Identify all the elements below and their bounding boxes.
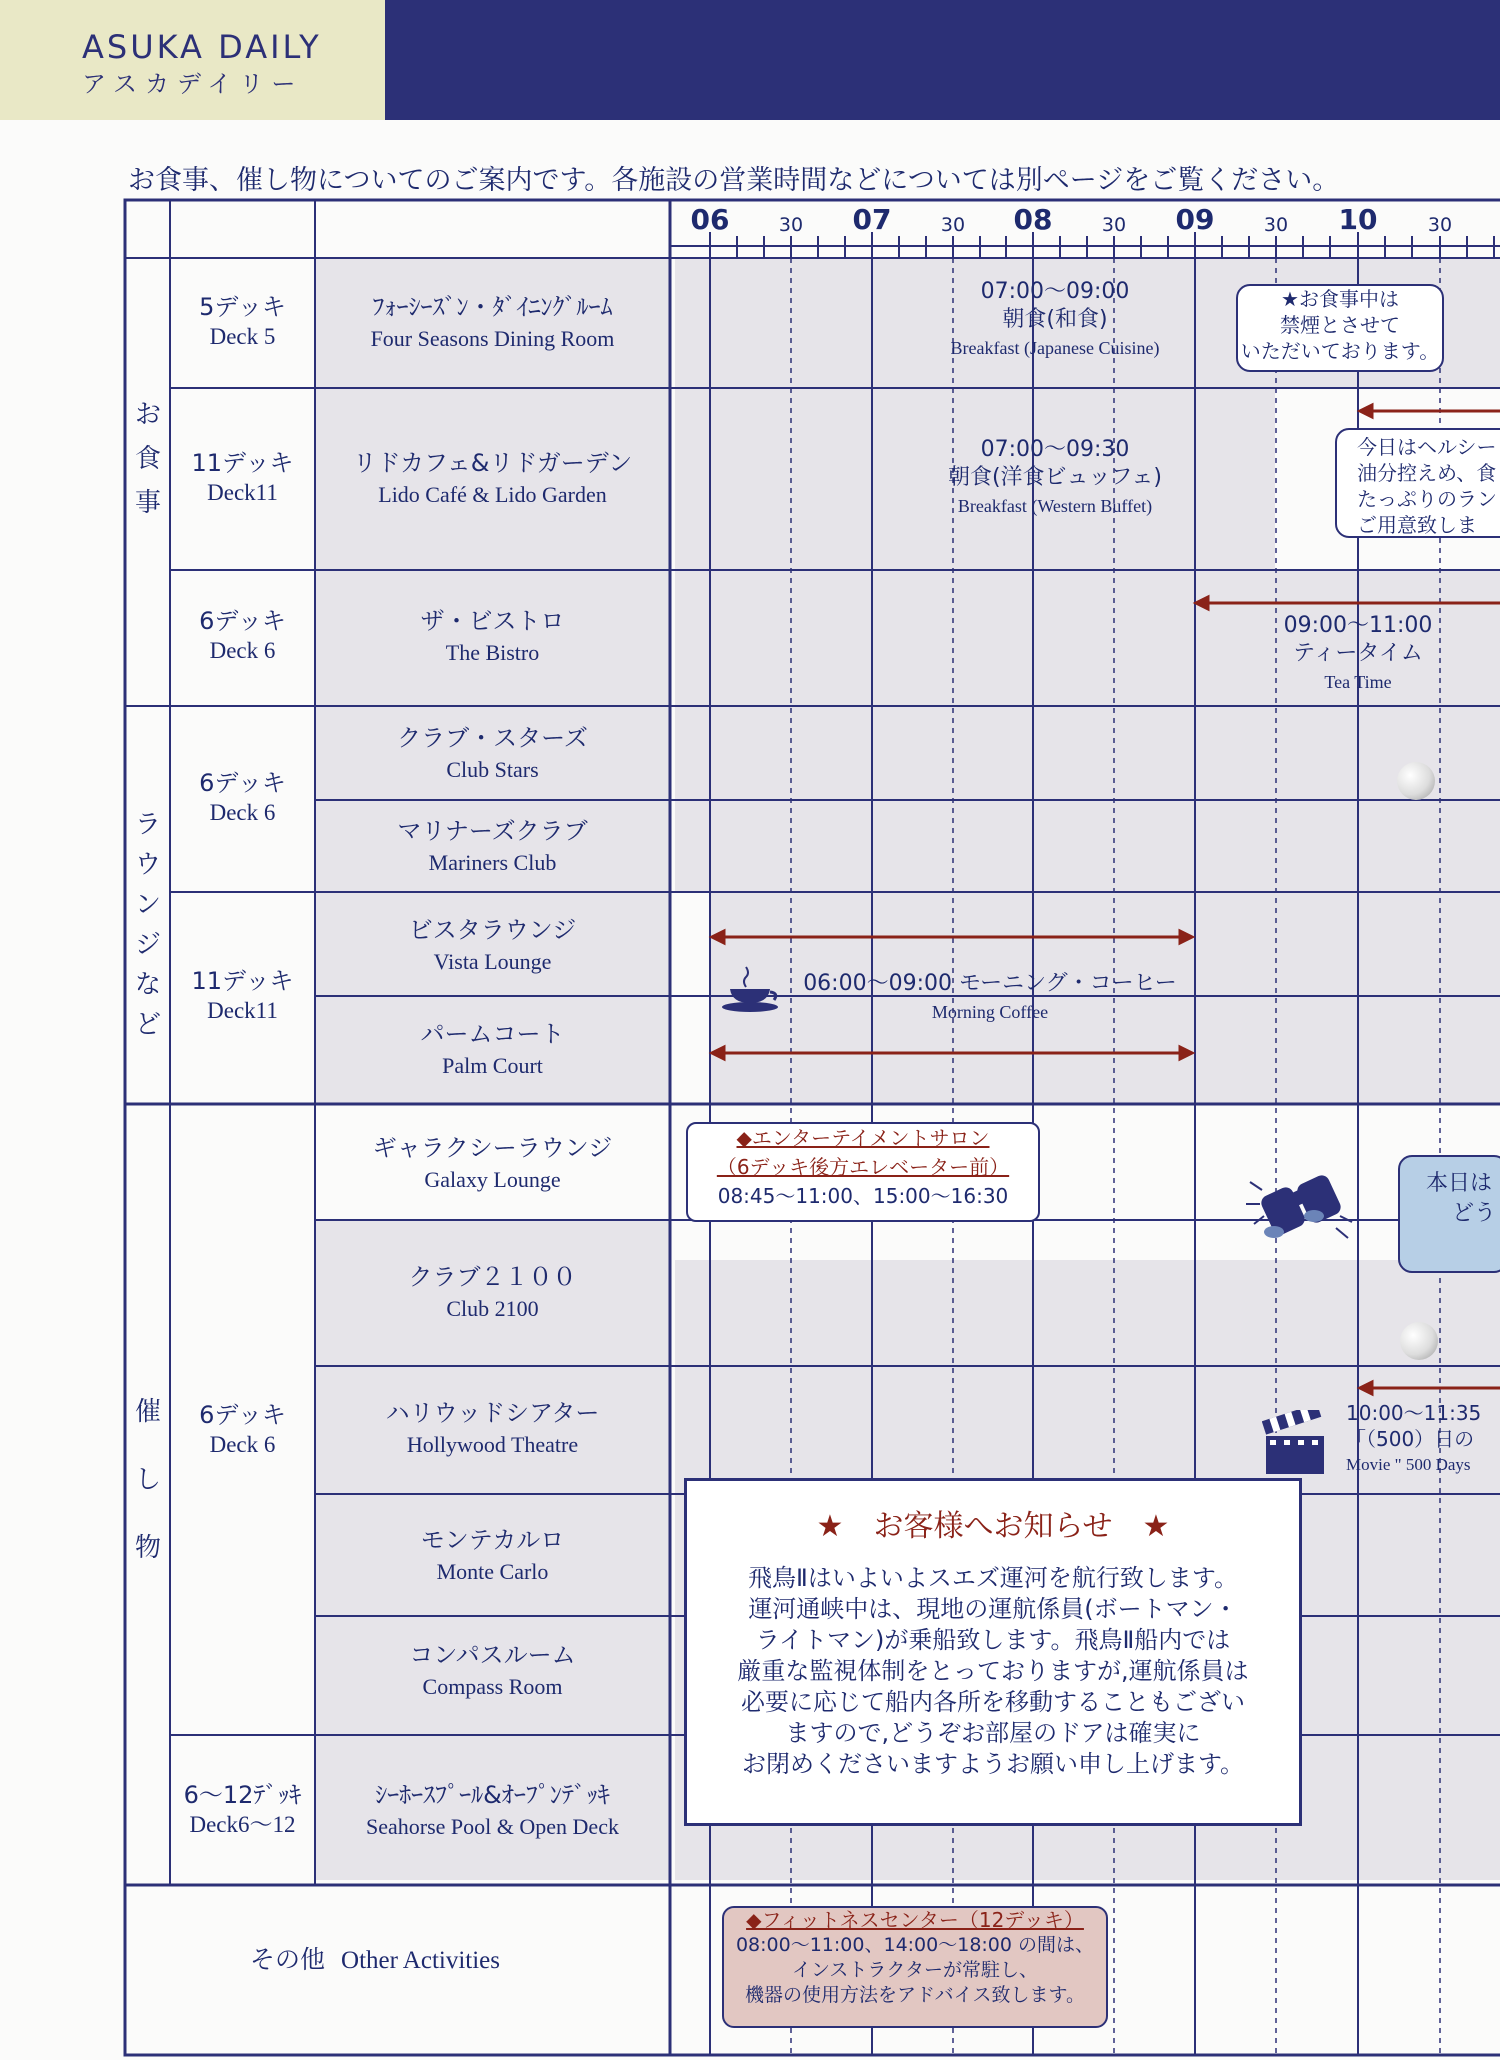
golf-ball-icon <box>1397 762 1435 800</box>
deck-label: 11デッキ Deck11 <box>191 449 294 505</box>
event-breakfast-western: 07:00〜09:30 朝食(洋食ビュッフェ) Breakfast (Western Buffet) <box>947 437 1163 516</box>
clapperboard-icon <box>1262 1410 1330 1476</box>
hour-label: 09 <box>1175 203 1215 236</box>
venue-label: パームコート Palm Court <box>420 1020 565 1078</box>
note-no-smoking: ★お食事中は 禁煙とさせて いただいております。 <box>1236 284 1444 372</box>
publication-title: ASUKA DAILY <box>82 28 322 66</box>
binoculars-icon <box>1244 1160 1364 1250</box>
venue-label: クラブ・スターズ Club Stars <box>397 724 588 782</box>
venue-label: クラブ２１００ Club 2100 <box>408 1263 577 1321</box>
coffee-cup-icon <box>716 965 786 1015</box>
venue-label: ギャラクシーラウンジ Galaxy Lounge <box>372 1134 613 1192</box>
event-breakfast-japanese: 07:00〜09:00 朝食(和食) Breakfast (Japanese Cuisine) <box>950 279 1160 358</box>
deck-label: 6〜12ﾃﾞｯｷ Deck6〜12 <box>183 1781 302 1837</box>
guest-notice-box: ★ お客様へお知らせ ★ 飛鳥Ⅱはいよいよスエズ運河を航行致します。 運河通峡中は、現地の運航係員(ボートマン・ ライトマン)が乗船致します。飛鳥Ⅱ船内では 厳重な監視体制をとっておりますが,運航係員は 必要に応じて船内各所を移動することもござい ますので,どうぞお部屋のドアは確実に お閉めくださいますようお願い申し上げます。 <box>684 1478 1302 1826</box>
venue-label: リドカフェ&リドガーデン Lido Café & Lido Garden <box>352 449 633 507</box>
venue-label: ｼｰﾎｰｽﾌﾟｰﾙ&ｵｰﾌﾟﾝﾃﾞｯｷ Seahorse Pool & Open Deck <box>366 1781 619 1839</box>
venue-label: ﾌｫｰｼｰｽﾞﾝ・ﾀﾞｲﾆﾝｸﾞﾙｰﾑ Four Seasons Dining Room <box>370 293 615 351</box>
category-events: 催 し 物 <box>134 1397 161 1563</box>
event-morning-coffee: 06:00〜09:00 モーニング・コーヒー Morning Coffee <box>803 971 1177 1022</box>
intro-text: お食事、催し物についてのご案内です。各施設の営業時間などについては別ページをご覧ください。 <box>128 165 1340 196</box>
venue-label: ザ・ビストロ The Bistro <box>420 607 565 665</box>
announcement-card: 本日は どう <box>1398 1155 1500 1273</box>
category-lounges: ラ ウ ン ジ な ど <box>134 810 161 1040</box>
deck-label: 5デッキ Deck 5 <box>199 293 286 349</box>
hour-label: 07 <box>852 203 892 236</box>
deck-label: 6デッキ Deck 6 <box>199 1401 286 1457</box>
half-hour-label: 30 <box>778 214 804 236</box>
venue-label: モンテカルロ Monte Carlo <box>420 1526 565 1584</box>
half-hour-label: 30 <box>1101 214 1127 236</box>
hour-label: 10 <box>1338 203 1378 236</box>
half-hour-label: 30 <box>1427 214 1453 236</box>
entertainment-salon-box: ◆エンターテイメントサロン （6デッキ後方エレベーター前） 08:45〜11:00、15:00〜16:30 <box>686 1122 1040 1222</box>
publication-title-kana: アスカデイリー <box>82 70 304 98</box>
event-tea-time: 09:00〜11:00 ティータイム Tea Time <box>1283 613 1433 692</box>
other-activities-label: その他 Other Activities <box>250 1945 501 1974</box>
deck-label: 11デッキ Deck11 <box>191 967 294 1023</box>
venue-label: ハリウッドシアター Hollywood Theatre <box>385 1399 600 1457</box>
deck-label: 6デッキ Deck 6 <box>199 607 286 663</box>
venue-label: マリナーズクラブ Mariners Club <box>397 817 588 875</box>
note-healthy-lunch: 今日はヘルシー 油分控えめ、食 たっぷりのラン ご用意致しま <box>1335 428 1500 538</box>
venue-label: コンパスルーム Compass Room <box>409 1641 576 1699</box>
hour-label: 08 <box>1013 203 1053 236</box>
fitness-center-box: ◆フィットネスセンター（12デッキ） 08:00〜11:00、14:00〜18:00 の間は、 インストラクターが常駐し、 機器の使用方法をアドバイス致します。 <box>722 1906 1108 2028</box>
event-movie: 10:00〜11:35 「（500）日の Movie " 500 Days <box>1346 1401 1482 1474</box>
deck-label: 6デッキ Deck 6 <box>199 769 286 825</box>
category-dining: お 食 事 <box>134 400 161 518</box>
hour-label: 06 <box>690 203 730 236</box>
venue-label: ビスタラウンジ Vista Lounge <box>408 916 577 974</box>
half-hour-label: 30 <box>1263 214 1289 236</box>
golf-ball-icon <box>1400 1322 1438 1360</box>
half-hour-label: 30 <box>940 214 966 236</box>
